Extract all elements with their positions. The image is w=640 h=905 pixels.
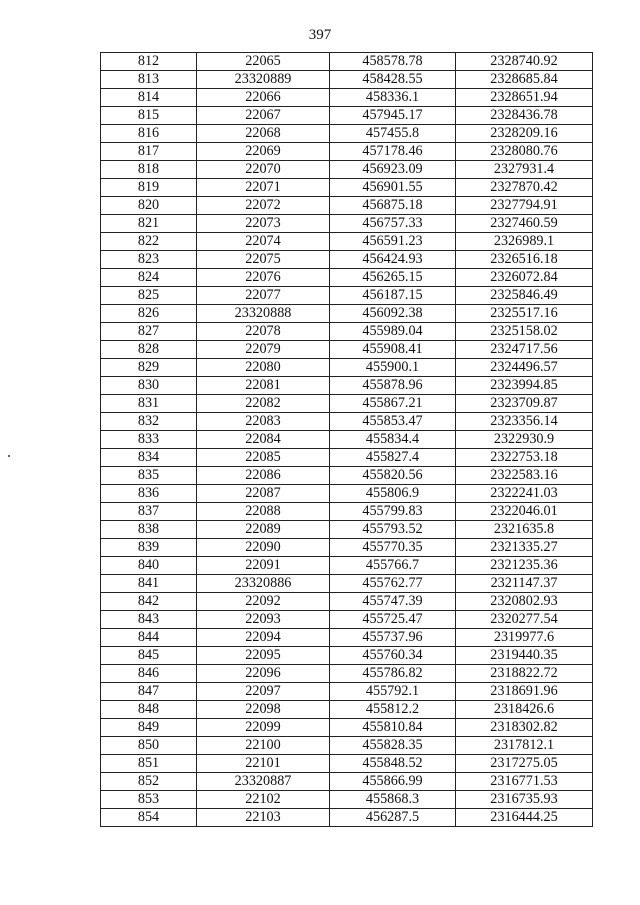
- point-number-cell: 828: [101, 341, 197, 359]
- x-coordinate-cell: 455866.99: [330, 773, 456, 791]
- x-coordinate-cell: 455799.83: [330, 503, 456, 521]
- point-number-cell: 849: [101, 719, 197, 737]
- y-coordinate-cell: 2319440.35: [456, 647, 593, 665]
- x-coordinate-cell: 457178.46: [330, 143, 456, 161]
- point-number-cell: 847: [101, 683, 197, 701]
- point-number-cell: 844: [101, 629, 197, 647]
- x-coordinate-cell: 455810.84: [330, 719, 456, 737]
- point-id-cell: 22073: [197, 215, 330, 233]
- point-number-cell: 816: [101, 125, 197, 143]
- scan-speck: [8, 455, 10, 457]
- x-coordinate-cell: 455812.2: [330, 701, 456, 719]
- point-id-cell: 23320886: [197, 575, 330, 593]
- point-number-cell: 826: [101, 305, 197, 323]
- table-row: [101, 557, 593, 575]
- point-id-cell: 22088: [197, 503, 330, 521]
- point-number-cell: 815: [101, 107, 197, 125]
- point-number-cell: 852: [101, 773, 197, 791]
- y-coordinate-cell: 2326516.18: [456, 251, 593, 269]
- x-coordinate-cell: 458428.55: [330, 71, 456, 89]
- x-coordinate-cell: 456287.5: [330, 809, 456, 827]
- table-row: [101, 269, 593, 287]
- point-id-cell: 22090: [197, 539, 330, 557]
- point-id-cell: 22084: [197, 431, 330, 449]
- table-row: [101, 305, 593, 323]
- x-coordinate-cell: 455848.52: [330, 755, 456, 773]
- table-row: [101, 251, 593, 269]
- table-row: [101, 341, 593, 359]
- table-row: [101, 107, 593, 125]
- y-coordinate-cell: 2316771.53: [456, 773, 593, 791]
- x-coordinate-cell: 456591.23: [330, 233, 456, 251]
- point-number-cell: 840: [101, 557, 197, 575]
- point-id-cell: 22078: [197, 323, 330, 341]
- x-coordinate-cell: 455725.47: [330, 611, 456, 629]
- x-coordinate-cell: 455760.34: [330, 647, 456, 665]
- table-row: [101, 431, 593, 449]
- x-coordinate-cell: 455792.1: [330, 683, 456, 701]
- x-coordinate-cell: 455828.35: [330, 737, 456, 755]
- point-number-cell: 832: [101, 413, 197, 431]
- table-row: [101, 701, 593, 719]
- point-number-cell: 835: [101, 467, 197, 485]
- page-number: 397: [308, 27, 332, 43]
- point-id-cell: 22103: [197, 809, 330, 827]
- point-id-cell: 22096: [197, 665, 330, 683]
- y-coordinate-cell: 2325846.49: [456, 287, 593, 305]
- point-id-cell: 22069: [197, 143, 330, 161]
- point-id-cell: 22092: [197, 593, 330, 611]
- x-coordinate-cell: 455853.47: [330, 413, 456, 431]
- y-coordinate-cell: 2316444.25: [456, 809, 593, 827]
- table-row: [101, 737, 593, 755]
- table-row: [101, 449, 593, 467]
- x-coordinate-cell: 456901.55: [330, 179, 456, 197]
- point-id-cell: 22076: [197, 269, 330, 287]
- table-row: [101, 215, 593, 233]
- y-coordinate-cell: 2326989.1: [456, 233, 593, 251]
- y-coordinate-cell: 2322583.16: [456, 467, 593, 485]
- point-number-cell: 851: [101, 755, 197, 773]
- x-coordinate-cell: 458336.1: [330, 89, 456, 107]
- y-coordinate-cell: 2321335.27: [456, 539, 593, 557]
- table-row: [101, 233, 593, 251]
- x-coordinate-cell: 455820.56: [330, 467, 456, 485]
- point-id-cell: 22085: [197, 449, 330, 467]
- y-coordinate-cell: 2328436.78: [456, 107, 593, 125]
- point-number-cell: 829: [101, 359, 197, 377]
- point-id-cell: 22089: [197, 521, 330, 539]
- x-coordinate-cell: 456757.33: [330, 215, 456, 233]
- point-id-cell: 22102: [197, 791, 330, 809]
- point-id-cell: 23320887: [197, 773, 330, 791]
- point-id-cell: 22067: [197, 107, 330, 125]
- y-coordinate-cell: 2322046.01: [456, 503, 593, 521]
- y-coordinate-cell: 2328685.84: [456, 71, 593, 89]
- table-row: [101, 89, 593, 107]
- table-row: [101, 503, 593, 521]
- x-coordinate-cell: 456092.38: [330, 305, 456, 323]
- y-coordinate-cell: 2326072.84: [456, 269, 593, 287]
- point-number-cell: 823: [101, 251, 197, 269]
- table-row: [101, 575, 593, 593]
- y-coordinate-cell: 2323709.87: [456, 395, 593, 413]
- point-id-cell: 22091: [197, 557, 330, 575]
- y-coordinate-cell: 2318302.82: [456, 719, 593, 737]
- y-coordinate-cell: 2328080.76: [456, 143, 593, 161]
- y-coordinate-cell: 2317275.05: [456, 755, 593, 773]
- table-row: [101, 71, 593, 89]
- x-coordinate-cell: 457455.8: [330, 125, 456, 143]
- y-coordinate-cell: 2320802.93: [456, 593, 593, 611]
- x-coordinate-cell: 455770.35: [330, 539, 456, 557]
- point-number-cell: 834: [101, 449, 197, 467]
- table-row: [101, 593, 593, 611]
- point-id-cell: 22100: [197, 737, 330, 755]
- point-number-cell: 820: [101, 197, 197, 215]
- table-row: [101, 161, 593, 179]
- y-coordinate-cell: 2328740.92: [456, 53, 593, 71]
- y-coordinate-cell: 2327460.59: [456, 215, 593, 233]
- point-id-cell: 22071: [197, 179, 330, 197]
- point-id-cell: 22074: [197, 233, 330, 251]
- coordinates-table: [100, 52, 593, 827]
- x-coordinate-cell: 455827.4: [330, 449, 456, 467]
- x-coordinate-cell: 455834.4: [330, 431, 456, 449]
- point-id-cell: 23320888: [197, 305, 330, 323]
- table-row: [101, 791, 593, 809]
- point-id-cell: 22099: [197, 719, 330, 737]
- table-row: [101, 377, 593, 395]
- point-number-cell: 814: [101, 89, 197, 107]
- y-coordinate-cell: 2327931.4: [456, 161, 593, 179]
- y-coordinate-cell: 2321147.37: [456, 575, 593, 593]
- table-row: [101, 143, 593, 161]
- table-row: [101, 755, 593, 773]
- y-coordinate-cell: 2319977.6: [456, 629, 593, 647]
- x-coordinate-cell: 456187.15: [330, 287, 456, 305]
- table-row: [101, 647, 593, 665]
- y-coordinate-cell: 2321235.36: [456, 557, 593, 575]
- y-coordinate-cell: 2324717.56: [456, 341, 593, 359]
- point-id-cell: 22079: [197, 341, 330, 359]
- table-row: [101, 359, 593, 377]
- point-id-cell: 22083: [197, 413, 330, 431]
- point-number-cell: 842: [101, 593, 197, 611]
- x-coordinate-cell: 455806.9: [330, 485, 456, 503]
- x-coordinate-cell: 455737.96: [330, 629, 456, 647]
- table-row: [101, 125, 593, 143]
- x-coordinate-cell: 455786.82: [330, 665, 456, 683]
- y-coordinate-cell: 2322930.9: [456, 431, 593, 449]
- point-id-cell: 22093: [197, 611, 330, 629]
- point-id-cell: 22095: [197, 647, 330, 665]
- point-id-cell: 22101: [197, 755, 330, 773]
- y-coordinate-cell: 2322241.03: [456, 485, 593, 503]
- table-row: [101, 539, 593, 557]
- y-coordinate-cell: 2328209.16: [456, 125, 593, 143]
- x-coordinate-cell: 456424.93: [330, 251, 456, 269]
- point-number-cell: 841: [101, 575, 197, 593]
- coordinates-table-body: [101, 53, 593, 827]
- point-number-cell: 830: [101, 377, 197, 395]
- point-number-cell: 827: [101, 323, 197, 341]
- x-coordinate-cell: 455793.52: [330, 521, 456, 539]
- y-coordinate-cell: 2327794.91: [456, 197, 593, 215]
- table-row: [101, 395, 593, 413]
- point-id-cell: 22098: [197, 701, 330, 719]
- point-id-cell: 22065: [197, 53, 330, 71]
- table-row: [101, 611, 593, 629]
- point-id-cell: 22097: [197, 683, 330, 701]
- x-coordinate-cell: 455867.21: [330, 395, 456, 413]
- x-coordinate-cell: 455878.96: [330, 377, 456, 395]
- table-row: [101, 179, 593, 197]
- y-coordinate-cell: 2325517.16: [456, 305, 593, 323]
- y-coordinate-cell: 2321635.8: [456, 521, 593, 539]
- point-number-cell: 850: [101, 737, 197, 755]
- x-coordinate-cell: 455989.04: [330, 323, 456, 341]
- table-row: [101, 773, 593, 791]
- x-coordinate-cell: 457945.17: [330, 107, 456, 125]
- x-coordinate-cell: 455762.77: [330, 575, 456, 593]
- x-coordinate-cell: 456923.09: [330, 161, 456, 179]
- table-row: [101, 719, 593, 737]
- point-id-cell: 22081: [197, 377, 330, 395]
- point-id-cell: 22077: [197, 287, 330, 305]
- point-number-cell: 843: [101, 611, 197, 629]
- x-coordinate-cell: 456265.15: [330, 269, 456, 287]
- y-coordinate-cell: 2323356.14: [456, 413, 593, 431]
- point-id-cell: 22072: [197, 197, 330, 215]
- point-number-cell: 848: [101, 701, 197, 719]
- table-row: [101, 809, 593, 827]
- point-number-cell: 846: [101, 665, 197, 683]
- x-coordinate-cell: 455908.41: [330, 341, 456, 359]
- point-id-cell: 22075: [197, 251, 330, 269]
- y-coordinate-cell: 2318691.96: [456, 683, 593, 701]
- point-number-cell: 836: [101, 485, 197, 503]
- y-coordinate-cell: 2327870.42: [456, 179, 593, 197]
- y-coordinate-cell: 2317812.1: [456, 737, 593, 755]
- table-row: [101, 287, 593, 305]
- point-number-cell: 824: [101, 269, 197, 287]
- point-id-cell: 22082: [197, 395, 330, 413]
- point-number-cell: 845: [101, 647, 197, 665]
- x-coordinate-cell: 455766.7: [330, 557, 456, 575]
- point-number-cell: 821: [101, 215, 197, 233]
- x-coordinate-cell: 456875.18: [330, 197, 456, 215]
- y-coordinate-cell: 2328651.94: [456, 89, 593, 107]
- point-number-cell: 812: [101, 53, 197, 71]
- table-row: [101, 323, 593, 341]
- table-row: [101, 485, 593, 503]
- table-row: [101, 53, 593, 71]
- point-number-cell: 833: [101, 431, 197, 449]
- y-coordinate-cell: 2325158.02: [456, 323, 593, 341]
- point-id-cell: 22066: [197, 89, 330, 107]
- table-row: [101, 665, 593, 683]
- y-coordinate-cell: 2318426.6: [456, 701, 593, 719]
- x-coordinate-cell: 458578.78: [330, 53, 456, 71]
- point-number-cell: 822: [101, 233, 197, 251]
- x-coordinate-cell: 455747.39: [330, 593, 456, 611]
- y-coordinate-cell: 2316735.93: [456, 791, 593, 809]
- point-number-cell: 819: [101, 179, 197, 197]
- point-number-cell: 837: [101, 503, 197, 521]
- point-number-cell: 853: [101, 791, 197, 809]
- point-number-cell: 825: [101, 287, 197, 305]
- x-coordinate-cell: 455900.1: [330, 359, 456, 377]
- x-coordinate-cell: 455868.3: [330, 791, 456, 809]
- y-coordinate-cell: 2323994.85: [456, 377, 593, 395]
- table-row: [101, 467, 593, 485]
- point-number-cell: 839: [101, 539, 197, 557]
- point-id-cell: 22080: [197, 359, 330, 377]
- point-number-cell: 818: [101, 161, 197, 179]
- y-coordinate-cell: 2322753.18: [456, 449, 593, 467]
- table-row: [101, 629, 593, 647]
- table-row: [101, 683, 593, 701]
- table-row: [101, 197, 593, 215]
- point-id-cell: 22094: [197, 629, 330, 647]
- table-row: [101, 413, 593, 431]
- point-number-cell: 854: [101, 809, 197, 827]
- point-number-cell: 831: [101, 395, 197, 413]
- point-id-cell: 22070: [197, 161, 330, 179]
- point-id-cell: 22086: [197, 467, 330, 485]
- point-number-cell: 817: [101, 143, 197, 161]
- point-id-cell: 22068: [197, 125, 330, 143]
- y-coordinate-cell: 2320277.54: [456, 611, 593, 629]
- point-number-cell: 838: [101, 521, 197, 539]
- y-coordinate-cell: 2324496.57: [456, 359, 593, 377]
- table-row: [101, 521, 593, 539]
- y-coordinate-cell: 2318822.72: [456, 665, 593, 683]
- point-number-cell: 813: [101, 71, 197, 89]
- point-id-cell: 23320889: [197, 71, 330, 89]
- point-id-cell: 22087: [197, 485, 330, 503]
